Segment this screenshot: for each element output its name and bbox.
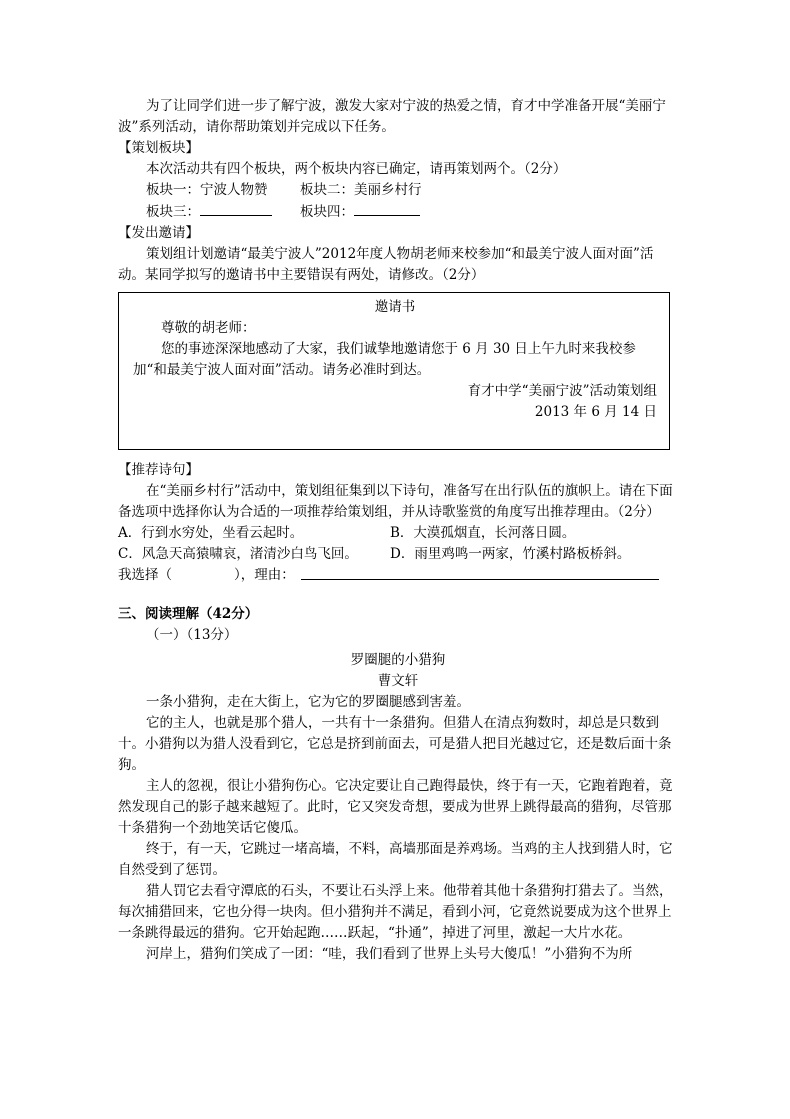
block3-label: 板块三： [146,204,200,220]
reason-label: ），理由： [234,567,295,583]
block4-field [300,201,420,223]
options-row-1 [118,523,678,544]
block3-field [146,201,300,223]
plan-heading: 【策划板块】 [118,140,199,156]
letter-salutation: 尊敬的胡老师： [161,320,256,336]
spacer [118,450,678,460]
letter-title: 邀请书 [374,299,416,315]
story-title: 罗圈腿的小猎狗 [350,652,446,668]
block3-blank[interactable] [200,201,272,216]
plan-blocks-row-2 [118,201,678,223]
choose-row [118,565,678,586]
spacer [118,586,678,604]
block4-blank[interactable] [354,201,420,216]
choose-label: 我选择（ [118,567,172,583]
story-paragraph: 河岸上，猎狗们笑成了一团：“哇，我们看到了世界上头号大傻瓜！”小猎狗不为所 [146,946,633,962]
invitation-letter-box [118,292,670,450]
plan-blocks-row-1 [118,180,678,201]
option-c[interactable]: C．风急天高猿啸哀，渚清沙白鸟飞回。 [118,546,358,562]
intro-text: 为了让同学们进一步了解宁波，激发大家对宁波的热爱之情，育才中学准备开展“美丽宁波”系列活动，请你帮助策划并完成以下任务。 [118,98,666,135]
letter-date: 2013 年 6 月 14 日 [534,404,657,420]
plan-desc: 本次活动共有四个板块，两个板块内容已确定，请再策划两个。（2分） [146,161,567,177]
poem-desc: 在“美丽乡村行”活动中，策划组征集到以下诗句，准备写在出行队伍的旗帜上。请在下面备选项中选择你认为合适的一项推荐给策划组，并从诗歌鉴赏的角度写出推荐理由。（2分） [118,483,673,520]
poem-heading: 【推荐诗句】 [118,462,199,478]
letter-signer: 育才中学“美丽宁波”活动策划组 [467,383,657,399]
option-a[interactable]: A．行到水穷处，坐看云起时。 [118,525,304,541]
story-author: 曹文轩 [377,673,419,689]
story-paragraph: 主人的忽视，很让小猎狗伤心。它决定要让自己跑得最快，终于有一天，它跑着跑着，竟然发现自己的影子越来越短了。此时，它又突发奇想，要成为世界上跳得最高的猎狗，尽管那十条猎狗一个劲地笑话它傻瓜。 [118,778,673,836]
story-paragraph: 猎人罚它去看守潭底的石头，不要让石头浮上来。他带着其他十条猎狗打猎去了。当然，每次捕猎回来，它也分得一块肉。但小猎狗并不满足，看到小河，它竟然说要成为这个世界上一条跳得最远的猎狗。它开始起跑……跃起，“扑通”，掉进了河里，激起一大片水花。 [118,883,673,941]
invite-heading: 【发出邀请】 [118,225,199,241]
letter-body: 您的事迹深深地感动了大家，我们诚挚地邀请您于 6 月 30 日上午九时来我校参加“和最美宁波人面对面”活动。请务必准时到达。 [133,341,636,378]
section-title: 三、阅读理解（42分） [118,606,259,622]
story-paragraph: 一条小猎狗，走在大街上，它为它的罗圈腿感到害羞。 [146,694,470,710]
invite-desc: 策划组计划邀请“最美宁波人”2012年度人物胡老师来校参加“和最美宁波人面对面”活动。某同学拟写的邀请书中主要错误有两处，请修改。（2分） [118,246,654,283]
story-paragraph: 终于，有一天，它跳过一堵高墙，不料，高墙那面是养鸡场。当鸡的主人找到猎人时，它自然受到了惩罚。 [118,841,673,878]
story-paragraph: 它的主人，也就是那个猎人，一共有十一条猎狗。但猎人在清点狗数时，却总是只数到十。小猎狗以为猎人没看到它，它总是挤到前面去，可是猎人把目光越过它，还是数后面十条狗。 [118,715,672,773]
block2-label: 板块二：美丽乡村行 [300,182,422,198]
option-d[interactable]: D．雨里鸡鸣一两家，竹溪村路板桥斜。 [390,546,631,562]
block4-label: 板块四： [300,204,354,220]
options-row-2 [118,544,678,565]
choice-blank[interactable] [172,565,234,586]
part-label: （一）（13分） [146,627,238,643]
block1-label: 板块一：宁波人物赞 [146,182,268,198]
reason-blank[interactable] [301,565,659,580]
option-b[interactable]: B．大漠孤烟直，长河落日圆。 [390,525,576,541]
exam-page [118,96,678,965]
